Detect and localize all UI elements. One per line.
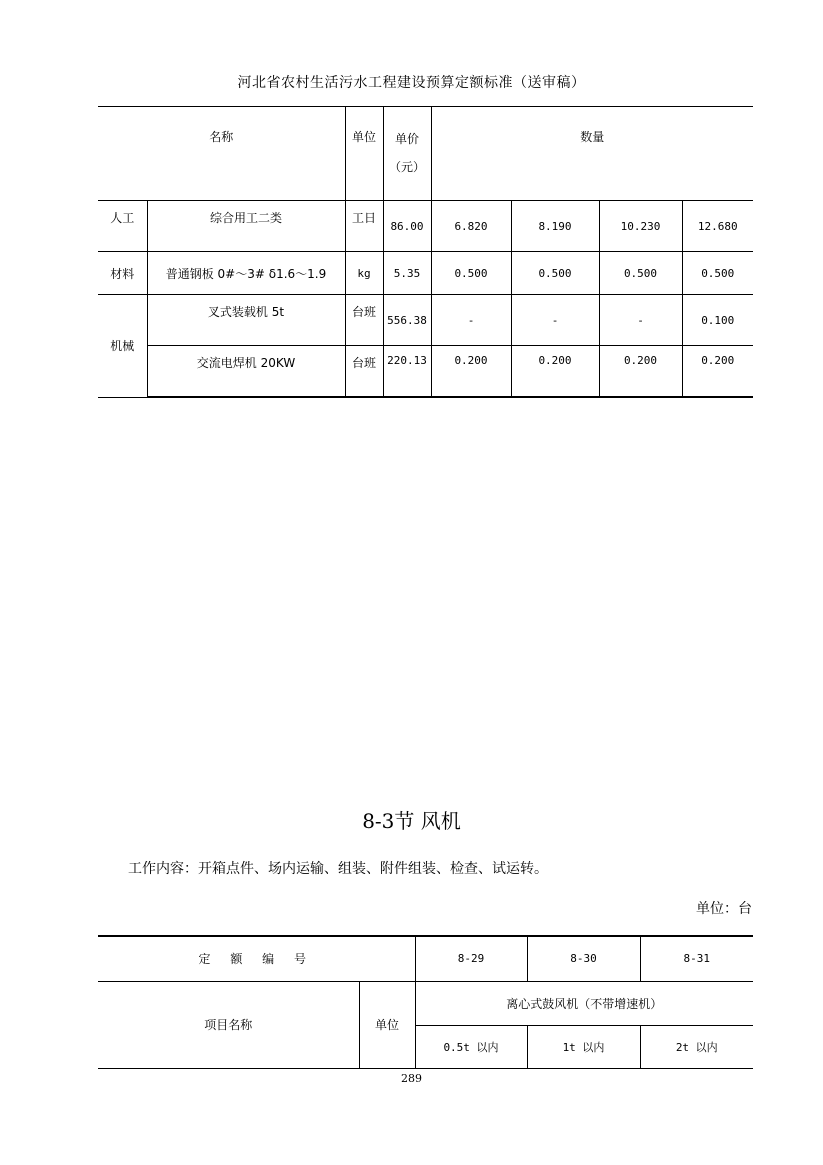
fan-group-header: 离心式鼓风机（不带增速机） bbox=[415, 981, 753, 1025]
item-header-row bbox=[98, 981, 753, 1025]
row-quantity: 0.200 bbox=[431, 346, 511, 398]
row-unit: 台班 bbox=[345, 346, 383, 398]
row-quantity: 0.200 bbox=[511, 346, 599, 398]
row-unit: kg bbox=[345, 252, 383, 295]
table-row bbox=[98, 252, 753, 295]
row-name: 综合用工二类 bbox=[147, 201, 345, 252]
item-unit-header: 单位 bbox=[359, 981, 415, 1068]
column-header-quantity: 数量 bbox=[431, 106, 753, 201]
spec-cell: 2t 以内 bbox=[640, 1025, 753, 1068]
table-header-row bbox=[98, 106, 753, 201]
row-quantity: 0.500 bbox=[431, 252, 511, 295]
quota-code: 8-29 bbox=[415, 936, 527, 981]
spec-cell: 1t 以内 bbox=[527, 1025, 640, 1068]
row-name: 普通钢板 0#～3# δ1.6～1.9 bbox=[147, 252, 345, 295]
row-name: 叉式装载机 5t bbox=[147, 295, 345, 346]
column-header-price bbox=[383, 106, 431, 201]
quota-code: 8-30 bbox=[527, 936, 640, 981]
row-quantity: 0.100 bbox=[682, 295, 753, 346]
row-quantity: 0.500 bbox=[511, 252, 599, 295]
row-quantity: - bbox=[599, 295, 682, 346]
table-row bbox=[98, 346, 753, 398]
row-price: 556.38 bbox=[383, 295, 431, 346]
quota-code: 8-31 bbox=[640, 936, 753, 981]
price-header-label: 单价 bbox=[394, 132, 419, 146]
row-category: 机械 bbox=[98, 295, 147, 398]
row-quantity: 10.230 bbox=[599, 201, 682, 252]
row-quantity: - bbox=[511, 295, 599, 346]
quota-resource-table bbox=[98, 106, 753, 398]
item-name-header: 项目名称 bbox=[98, 981, 359, 1068]
row-quantity: 12.680 bbox=[682, 201, 753, 252]
row-category: 材料 bbox=[98, 252, 147, 295]
row-quantity: 0.200 bbox=[682, 346, 753, 398]
row-price: 86.00 bbox=[383, 201, 431, 252]
row-quantity: 8.190 bbox=[511, 201, 599, 252]
row-quantity: 0.500 bbox=[682, 252, 753, 295]
row-unit: 工日 bbox=[345, 201, 383, 252]
row-name: 交流电焊机 20KW bbox=[147, 346, 345, 398]
table-row bbox=[98, 201, 753, 252]
row-quantity: 6.820 bbox=[431, 201, 511, 252]
price-header-unit: （元） bbox=[388, 160, 425, 174]
row-price: 5.35 bbox=[383, 252, 431, 295]
row-price: 220.13 bbox=[383, 346, 431, 398]
quota-code-row bbox=[98, 936, 753, 981]
work-content-text: 工作内容：开箱点件、场内运输、组装、附件组装、检查、试运转。 bbox=[128, 861, 548, 877]
row-quantity: 0.500 bbox=[599, 252, 682, 295]
row-unit: 台班 bbox=[345, 295, 383, 346]
row-category: 人工 bbox=[98, 201, 147, 252]
column-header-unit: 单位 bbox=[345, 106, 383, 201]
quota-code-label: 定 额 编 号 bbox=[98, 936, 415, 981]
spec-cell: 0.5t 以内 bbox=[415, 1025, 527, 1068]
table-row bbox=[98, 295, 753, 346]
row-quantity: 0.200 bbox=[599, 346, 682, 398]
fan-quota-table bbox=[98, 935, 753, 1069]
page-number: 289 bbox=[401, 1072, 422, 1085]
section-title: 8-3节 风机 bbox=[362, 809, 461, 833]
page-header-title: 河北省农村生活污水工程建设预算定额标准（送审稿） bbox=[237, 75, 586, 91]
unit-label: 单位：台 bbox=[696, 901, 752, 917]
column-header-name: 名称 bbox=[98, 106, 345, 201]
row-quantity: - bbox=[431, 295, 511, 346]
